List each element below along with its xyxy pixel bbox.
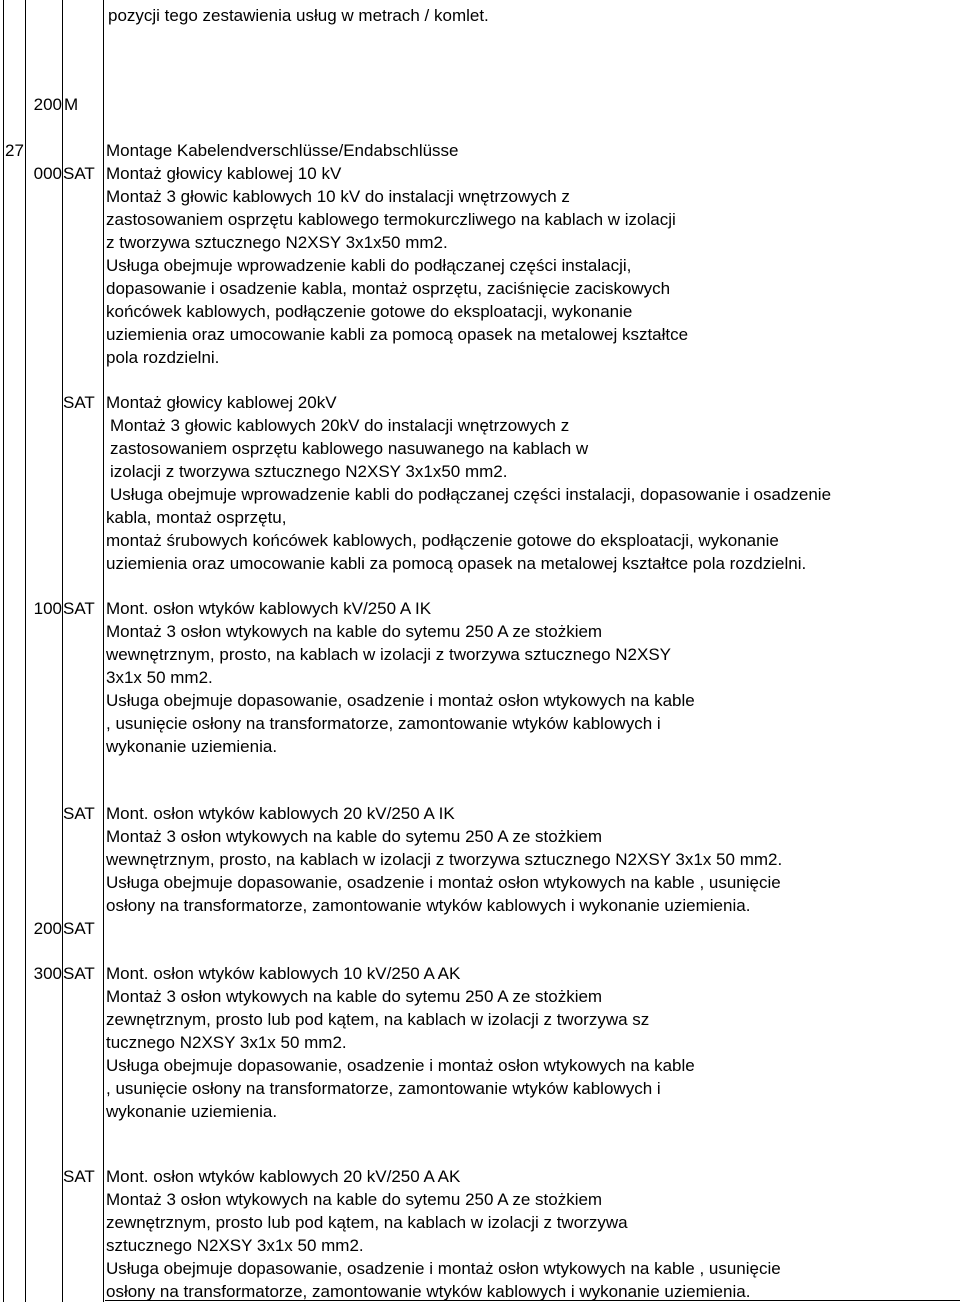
unit-cell: M	[64, 95, 79, 114]
position-number: 27	[5, 141, 24, 160]
unit-cell: SAT	[63, 393, 95, 412]
quantity-cell: 200	[33, 919, 62, 938]
item-description-line: kabla, montaż osprzętu,	[106, 508, 287, 527]
item-description-line: , usunięcie osłony na transformatorze, zamontowanie wtyków kablowych i	[106, 1079, 661, 1098]
item-description-line: wewnętrznym, prosto, na kablach w izolacji z tworzywa sztucznego N2XSY 3x1x 50 mm2.	[106, 850, 783, 869]
unit-cell: SAT	[63, 164, 95, 183]
item-description-line: osłony na transformatorze, zamontowanie wtyków kablowych i wykonanie uziemienia.	[106, 1282, 751, 1301]
item-description-line: uziemienia oraz umocowanie kabli za pomocą opasek na metalowej kształtce	[106, 325, 689, 344]
column-border-4	[103, 0, 104, 1302]
item-description-line: wykonanie uziemienia.	[106, 737, 278, 756]
item-description-line: 3x1x 50 mm2.	[106, 668, 213, 687]
intro-text: pozycji tego zestawienia usług w metrach / komlet.	[108, 6, 489, 25]
item-description-line: Usługa obejmuje wprowadzenie kabli do podłączanej części instalacji,	[106, 256, 632, 275]
item-description-line: sztucznego N2XSY 3x1x 50 mm2.	[106, 1236, 364, 1255]
quantity-cell: 200	[33, 95, 62, 114]
quantity-cell: 300	[33, 964, 62, 983]
section-heading: Montage Kabelendverschlüsse/Endabschlüsse	[106, 141, 459, 160]
item-description-line: z tworzywa sztucznego N2XSY 3x1x50 mm2.	[106, 233, 448, 252]
item-title: Mont. osłon wtyków kablowych kV/250 A IK	[106, 599, 432, 618]
column-border-2	[25, 0, 26, 1302]
item-title: Montaż głowicy kablowej 10 kV	[106, 164, 342, 183]
column-border-left	[3, 0, 4, 1302]
item-description-line: izolacji z tworzywa sztucznego N2XSY 3x1x50 mm2.	[110, 462, 508, 481]
item-title: Mont. osłon wtyków kablowych 10 kV/250 A AK	[106, 964, 461, 983]
unit-cell: SAT	[63, 919, 95, 938]
item-description-line: wewnętrznym, prosto, na kablach w izolacji z tworzywa sztucznego N2XSY	[106, 645, 672, 664]
item-title: Montaż głowicy kablowej 20kV	[106, 393, 337, 412]
item-description-line: uziemienia oraz umocowanie kabli za pomocą opasek na metalowej kształtce pola rozdzielni.	[106, 554, 807, 573]
item-description-line: zewnętrznym, prosto lub pod kątem, na kablach w izolacji z tworzywa	[106, 1213, 628, 1232]
item-description-line: Montaż 3 osłon wtykowych na kable do sytemu 250 A ze stożkiem	[106, 827, 603, 846]
item-description-line: Montaż 3 osłon wtykowych na kable do sytemu 250 A ze stożkiem	[106, 622, 603, 641]
item-description-line: Montaż 3 głowic kablowych 10 kV do instalacji wnętrzowych z	[106, 187, 570, 206]
item-description-line: tucznego N2XSY 3x1x 50 mm2.	[106, 1033, 347, 1052]
unit-cell: SAT	[63, 1167, 95, 1186]
item-description-line: pola rozdzielni.	[106, 348, 220, 367]
item-description-line: Usługa obejmuje dopasowanie, osadzenie i montaż osłon wtykowych na kable , usunięcie	[106, 1259, 781, 1278]
item-description-line: wykonanie uziemienia.	[106, 1102, 278, 1121]
item-description-line: Usługa obejmuje dopasowanie, osadzenie i montaż osłon wtykowych na kable	[106, 1056, 695, 1075]
quantity-cell: 100	[33, 599, 62, 618]
item-description-line: Usługa obejmuje dopasowanie, osadzenie i montaż osłon wtykowych na kable	[106, 691, 695, 710]
item-description-line: Montaż 3 osłon wtykowych na kable do sytemu 250 A ze stożkiem	[106, 1190, 603, 1209]
item-description-line: dopasowanie i osadzenie kabla, montaż osprzętu, zaciśnięcie zaciskowych	[106, 279, 671, 298]
quantity-cell: 000	[33, 164, 62, 183]
item-description-line: Usługa obejmuje dopasowanie, osadzenie i montaż osłon wtykowych na kable , usunięcie	[106, 873, 781, 892]
item-title: Mont. osłon wtyków kablowych 20 kV/250 A AK	[106, 1167, 461, 1186]
item-description-line: zastosowaniem osprzętu kablowego nasuwanego na kablach w	[110, 439, 589, 458]
item-description-line: montaż śrubowych końcówek kablowych, podłączenie gotowe do eksploatacji, wykonanie	[106, 531, 779, 550]
item-title: Mont. osłon wtyków kablowych 20 kV/250 A IK	[106, 804, 455, 823]
column-border-3	[62, 0, 63, 1302]
item-description-line: Montaż 3 osłon wtykowych na kable do sytemu 250 A ze stożkiem	[106, 987, 603, 1006]
item-description-line: , usunięcie osłony na transformatorze, zamontowanie wtyków kablowych i	[106, 714, 661, 733]
unit-cell: SAT	[63, 804, 95, 823]
item-description-line: Usługa obejmuje wprowadzenie kabli do podłączanej części instalacji, dopasowanie i osadzenie	[110, 485, 832, 504]
unit-cell: SAT	[63, 964, 95, 983]
item-description-line: zewnętrznym, prosto lub pod kątem, na kablach w izolacji z tworzywa sz	[106, 1010, 650, 1029]
item-description-line: końcówek kablowych, podłączenie gotowe do eksploatacji, wykonanie	[106, 302, 633, 321]
item-description-line: zastosowaniem osprzętu kablowego termokurczliwego na kablach w izolacji	[106, 210, 676, 229]
item-description-line: Montaż 3 głowic kablowych 20kV do instalacji wnętrzowych z	[110, 416, 570, 435]
unit-cell: SAT	[63, 599, 95, 618]
item-description-line: osłony na transformatorze, zamontowanie wtyków kablowych i wykonanie uziemienia.	[106, 896, 751, 915]
